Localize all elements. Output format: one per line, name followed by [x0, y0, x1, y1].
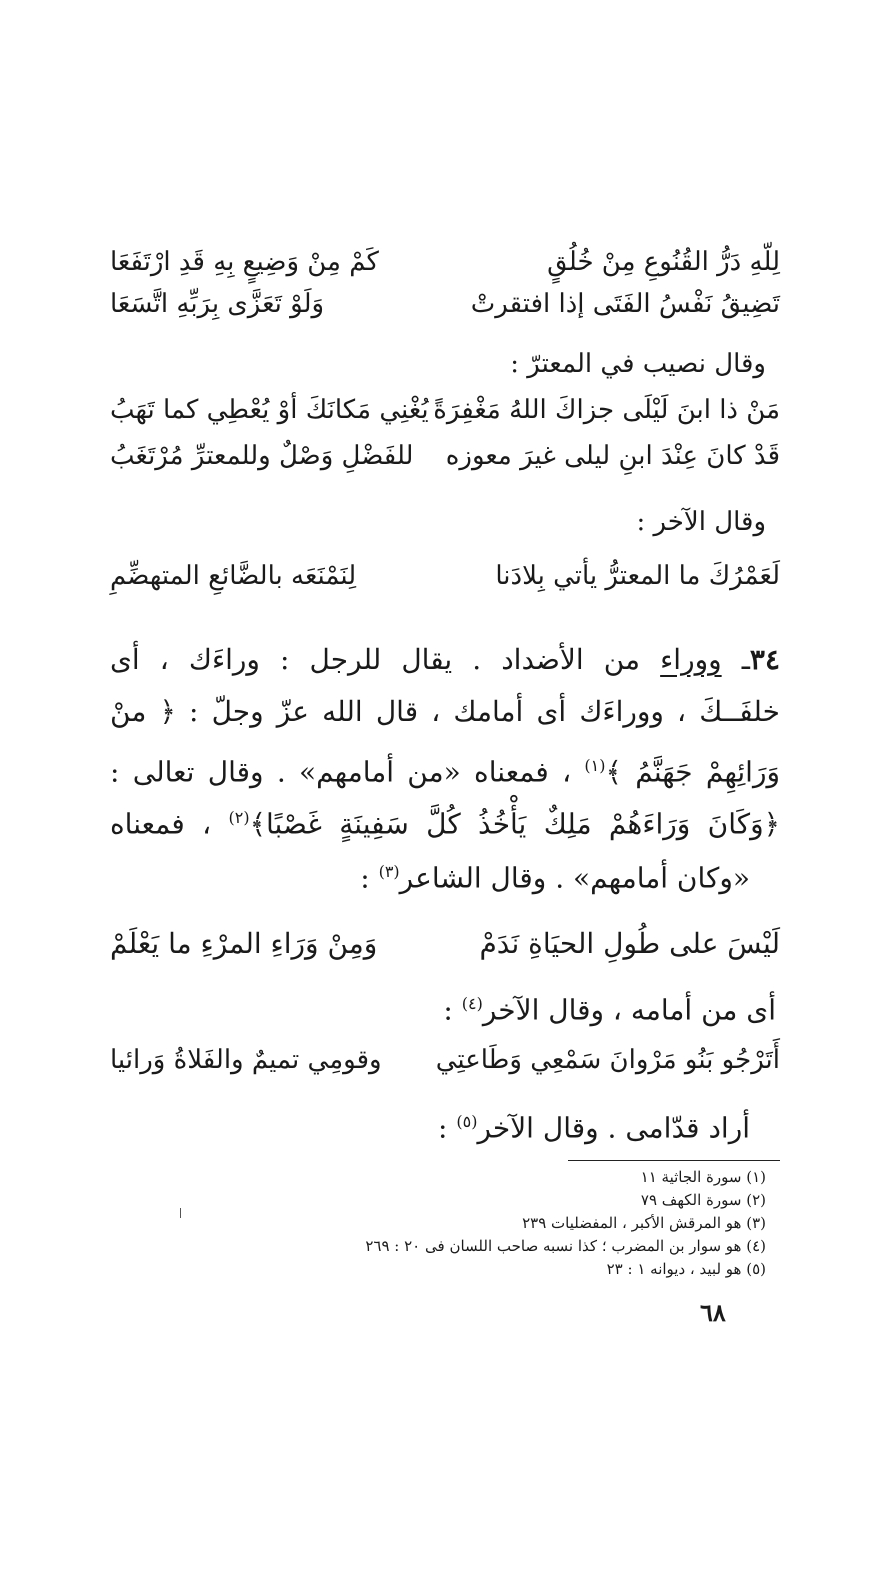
- footnote: (٤) هو سوار بن المضرب ؛ كذا نسبه صاحب اللسان فى ٢٠ : ٢٦٩: [365, 1237, 766, 1255]
- verse-line: [110, 390, 780, 430]
- footnote-ref: (٥): [456, 1112, 478, 1131]
- prose-text: :: [443, 993, 462, 1027]
- prose-line: [360, 850, 750, 900]
- verse-hemistich-first: قَدْ كانَ عِنْدَ ابنِ ليلى غيرَ معوزه: [445, 441, 780, 471]
- footnote: (٣) هو المرقش الأكبر ، المفضليات ٢٣٩: [522, 1214, 766, 1232]
- footnote-ref: (٢): [228, 808, 250, 827]
- footnote-ref: (٤): [461, 994, 483, 1013]
- quran-quote: ﴿وَكَانَ وَرَاءَهُمْ مَلِكٌ يَأْخُذُ كُلَّ سَفِينَةٍ غَصْبًا﴾: [249, 807, 781, 841]
- verse-hemistich-first: مَنْ ذا ابنَ لَيْلَى جزاكَ اللهُ مَغْفِرَةً: [433, 395, 780, 425]
- section-number: ٣٤: [749, 643, 780, 676]
- dash: ـ: [721, 643, 750, 676]
- verse-hemistich-second: للفَضْلِ وَصْلٌ وللمعترِّ مُرْتَغَبُ: [110, 441, 414, 471]
- page-number: ٦٨: [700, 1298, 726, 1327]
- verse-hemistich-first: لِلّهِ دَرُّ القُنُوعِ مِنْ خُلُقٍ: [547, 247, 780, 277]
- verse-hemistich-second: يُغْنِي مَكانَكَ أوْ يُعْطِي كما تَهَبُ: [110, 395, 429, 425]
- verse-line: [110, 242, 780, 282]
- prose-line: [110, 796, 780, 846]
- prose-line: [443, 982, 776, 1032]
- footnote-divider: [568, 1160, 780, 1161]
- footnote-ref: (٣): [378, 862, 400, 881]
- verse-hemistich-second: وَلَوْ تَعَزَّى بِرَبِّهِ اتَّسَعَا: [110, 289, 325, 319]
- verse-line: [110, 556, 780, 596]
- stray-mark: [180, 1208, 181, 1218]
- prose-line: خلفَــكَ ، ووراءَك أى أمامك ، قال الله عزّ وجلّ : ﴿ منْ: [110, 695, 780, 728]
- prose-text: :: [360, 861, 379, 895]
- verse-intro: وقال نصيب في المعترّ :: [510, 349, 766, 379]
- prose-text: أراد قدّامى . وقال الآخر: [477, 1111, 750, 1145]
- footnote-ref: (١): [584, 756, 606, 775]
- prose-text: ، فمعناه «من أمامهم» . وقال تعالى :: [110, 755, 585, 789]
- prose-text: من الأضداد . يقال للرجل : وراءَك ، أى: [110, 643, 661, 676]
- prose-text: أى من أمامه ، وقال الآخر: [482, 993, 776, 1027]
- verse-hemistich-second: وَمِنْ وَرَاءِ المرْءِ ما يَعْلَمْ: [110, 927, 378, 960]
- verse-intro: وقال الآخر :: [636, 507, 766, 537]
- footnote: (١) سورة الجاثية ١١: [640, 1168, 766, 1186]
- verse-hemistich-first: تَضِيقُ نَفْسُ الفَتَى إذا افتقرتْ: [470, 289, 780, 319]
- verse-hemistich-first: لَيْسَ على طُولِ الحيَاةِ نَدَمْ: [479, 927, 780, 960]
- prose-line: [110, 638, 780, 682]
- verse-line: [110, 924, 780, 964]
- footnote: (٥) هو لبيد ، ديوانه ١ : ٢٣: [606, 1260, 766, 1278]
- verse-line: [110, 284, 780, 324]
- footnotes: [365, 1166, 766, 1281]
- verse-hemistich-first: أَتَرْجُو بَنُو مَرْوانَ سَمْعِي وَطَاعتِي: [435, 1045, 780, 1075]
- prose-line: [438, 1100, 750, 1150]
- verse-line: [110, 436, 780, 476]
- verse-line: [110, 1040, 780, 1080]
- verse-hemistich-first: لَعَمْرُكَ ما المعترُّ يأتي بِلادَنا: [495, 561, 780, 591]
- quran-quote: وَرَائِهِمْ جَهَنَّمُ ﴾: [605, 755, 780, 789]
- prose-text: :: [438, 1111, 457, 1145]
- verse-hemistich-second: وقومِي تميمٌ والفَلاةُ وَرائيا: [110, 1045, 382, 1075]
- prose-line: [110, 744, 780, 794]
- verse-hemistich-second: لِنَمْنَعَه بالضَّائعِ المتهضِّمِ: [110, 561, 357, 591]
- prose-text: ، فمعناه: [110, 807, 229, 841]
- footnote: (٢) سورة الكهف ٧٩: [640, 1191, 766, 1209]
- section-term: ووراء: [660, 643, 722, 676]
- verse-hemistich-second: كَمْ مِنْ وَضِيعٍ بِهِ قَدِ ارْتَفَعَا: [110, 247, 379, 277]
- prose-text: «وكان أمامهم» . وقال الشاعر: [399, 861, 750, 895]
